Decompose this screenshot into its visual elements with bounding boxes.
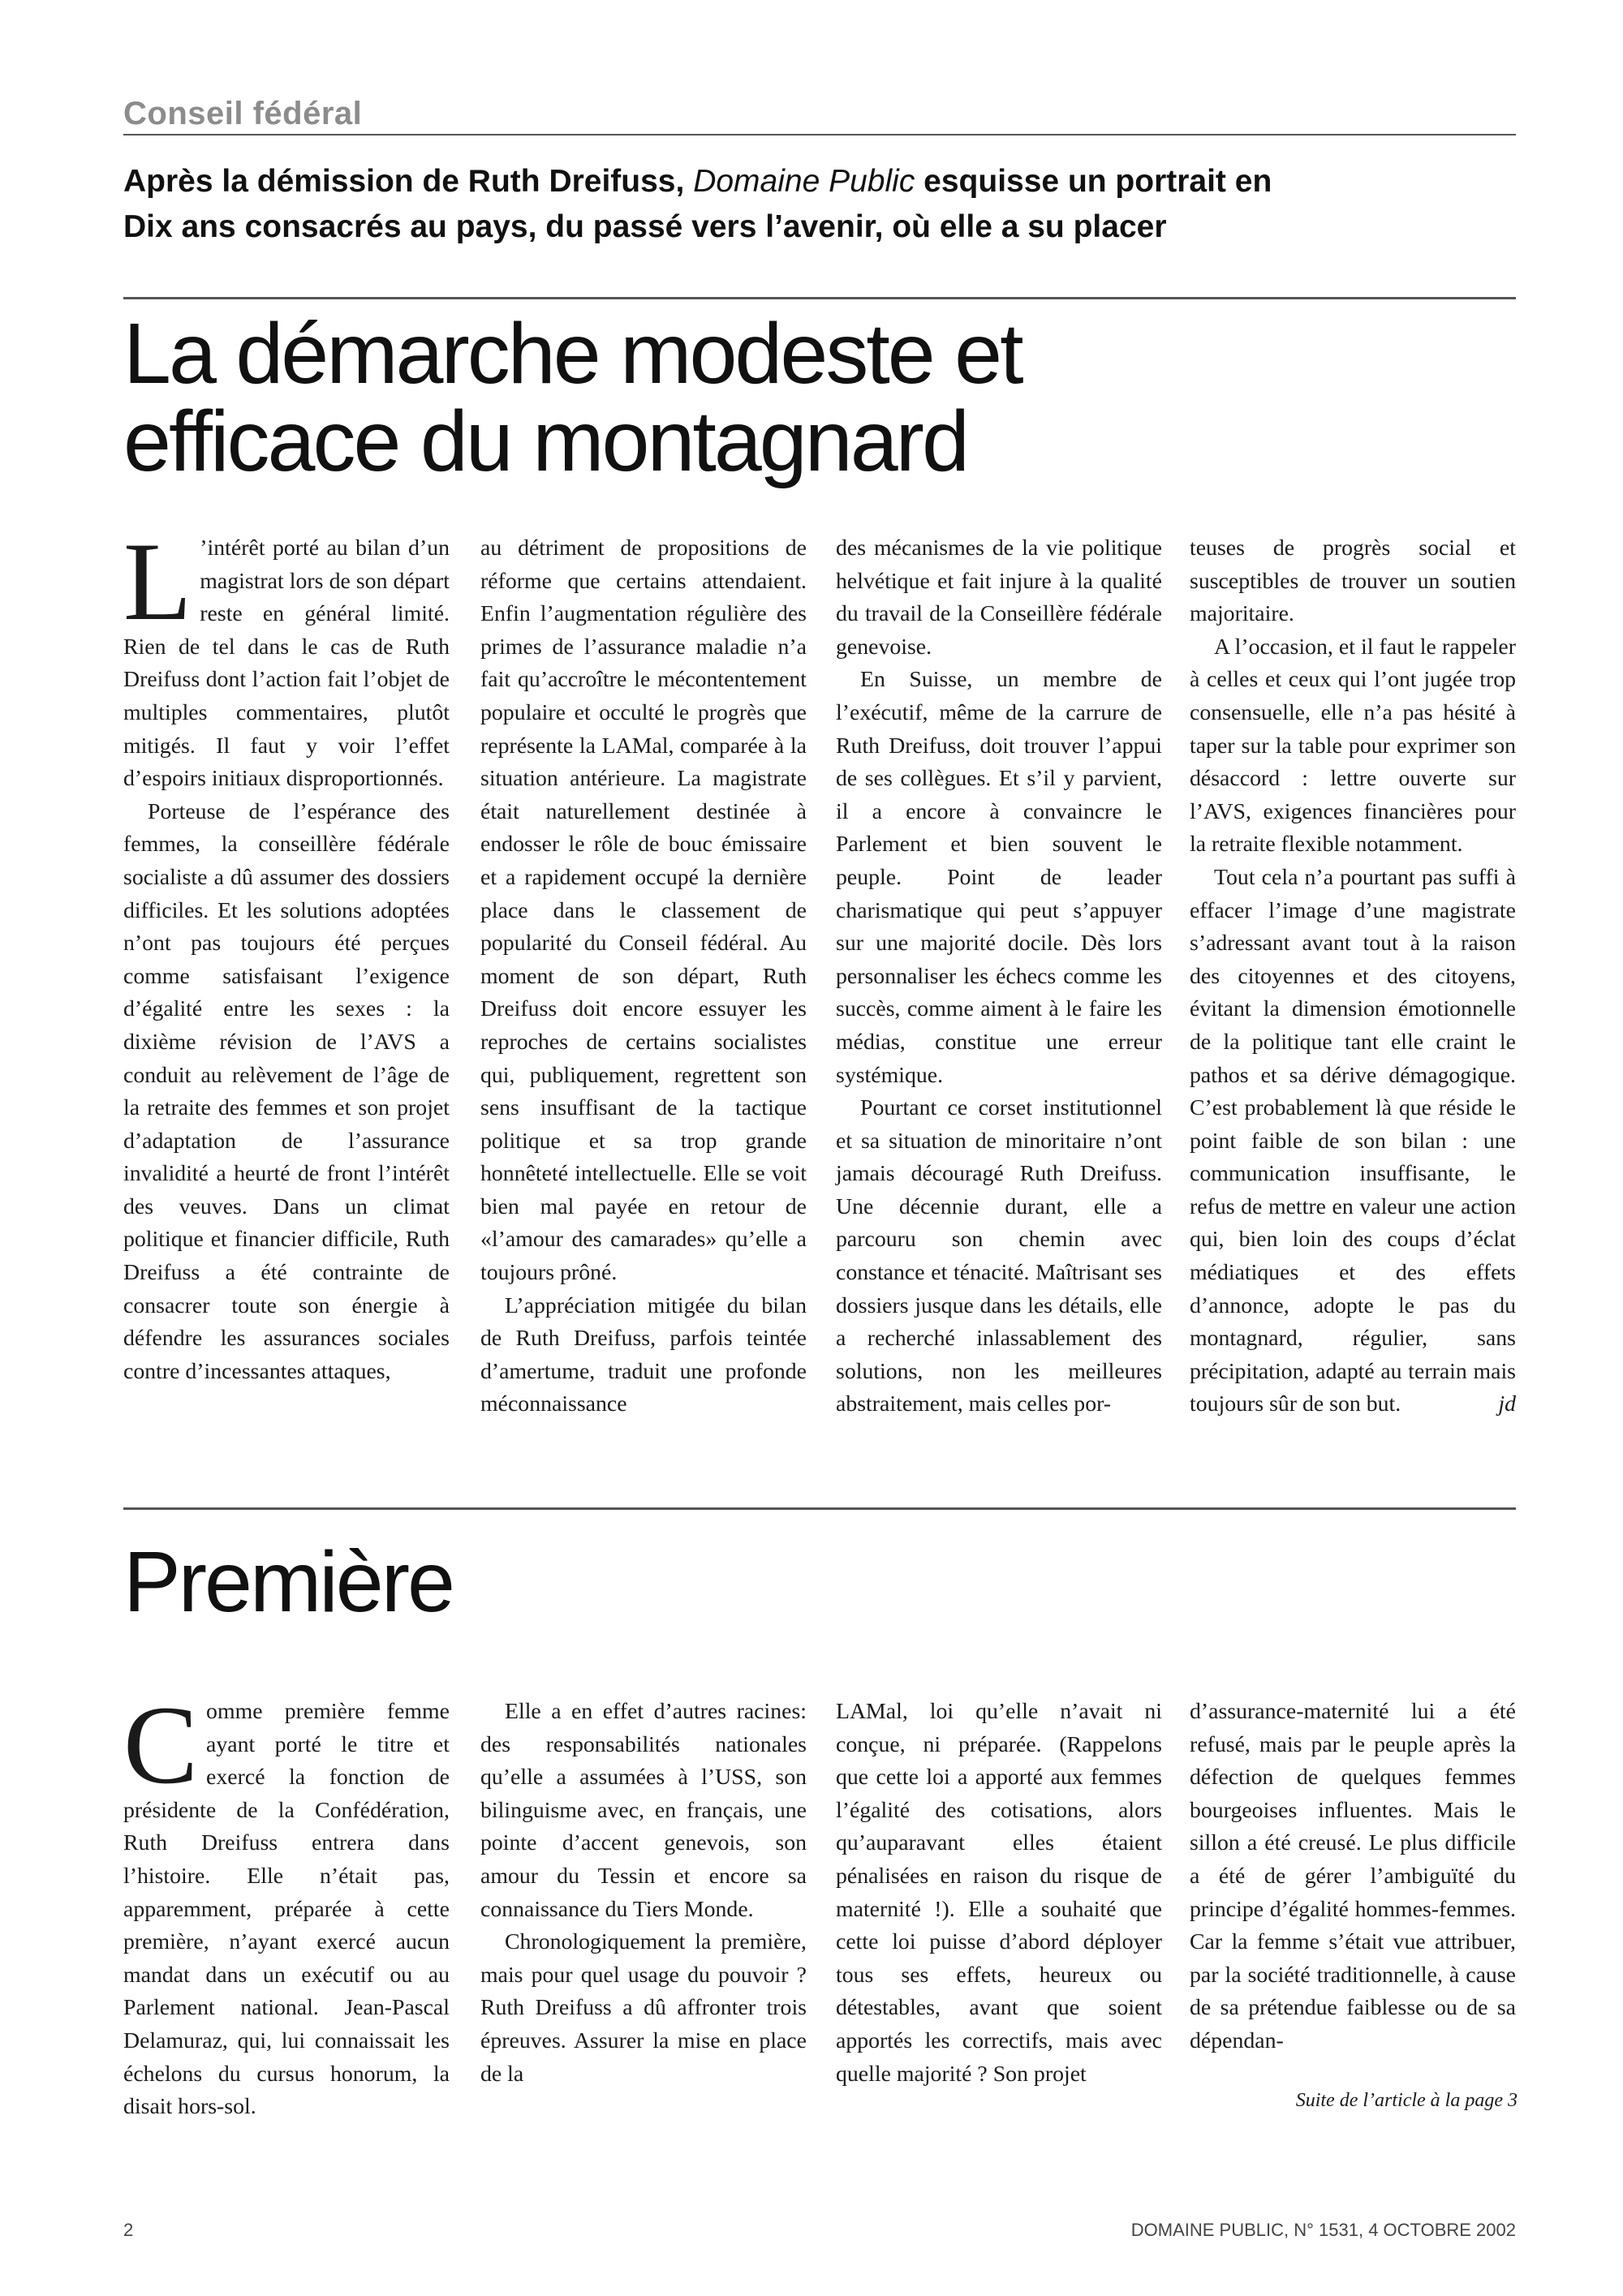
intro-line-1: Après la démission de Ruth Dreifuss, Domaine Public esquisse un portrait en [123,164,1272,199]
page-number: 2 [123,2220,134,2240]
intro-line-2: Dix ans consacrés au pays, du passé vers l’avenir, où elle a su placer [123,209,1167,244]
section-rule [123,134,1516,135]
article-separator [123,1507,1516,1510]
article2-column-1: Comme première femme ayant porté le titre et exercé la fonction de présidente de la Confédération, Ruth Dreifuss entrera dans l’histoire. Elle n’était pas, apparemment, préparée à cette première, n’ayant exercé aucun mandat dans un exécutif ou au Parlement national. Jean-Pascal Delamuraz, qui, lui connaissait les échelons du cursus honorum, la disait hors-sol. [123,1683,450,2120]
drop-cap: L [123,519,192,643]
intro-text [123,159,1516,250]
article1-column-3: des mécanismes de la vie politique helvétique et fait injure à la qualité du travail de la Conseillère fédérale genevoise. En Suisse, un membre de l’exécutif, même de la carrure de Ruth Dreifuss, doit trouver l’appui de ses collègues. Et s’il y parvient, il a encore à convaincre le Parlement et bien souvent le peuple. Point de leader charismatique qui peut s’appuyer sur une majorité docile. Dès lors personnaliser les échecs comme les succès, comme aiment à le faire les médias, constitue une erreur systémique. Pourtant ce corset institutionnel et sa situation de minoritaire n’ont jamais découragé Ruth Dreifuss. Une décennie durant, elle a parcouru son chemin avec constance et ténacité. Maîtrisant ses dossiers jusque dans les détails, elle a recherché inlassablement des solutions, non les meilleures abstraitement, mais celles por- [836,535,1162,1417]
article-headline: La démarche modeste et efficace du montagnard [123,306,1022,489]
article2-column-2: Elle a en effet d’autres racines: des responsabilités nationales qu’elle a assumées à l’USS, son bilinguisme avec, en français, une pointe d’accent genevois, son amour du Tessin et encore sa connaissance du Tiers Monde. Chronologiquement la première, mais pour quel usage du pouvoir ? Ruth Dreifuss a dû affronter trois épreuves. Assurer la mise en place de la [480,1699,807,2087]
continued-note: Suite de l’article à la page 3 [1295,2090,1518,2111]
article2-column-4: d’assurance-maternité lui a été refusé, mais par le peuple après la défection de quelques femmes bourgeoises influentes. Mais le sillon a été creusé. Le plus difficile a été de gérer l’ambiguïté du principe d’égalité hommes-femmes. Car la femme s’était vue attribuer, par la société traditionnelle, à cause de sa prétendue faiblesse ou de sa dépendan- [1190,1699,1516,2053]
article1-column-1: L ’intérêt porté au bilan d’un magistrat lors de son départ reste en général limité. Rien de tel dans le cas de Ruth Dreifuss dont l’action fait l’objet de multiples commentaires, plutôt mitigés. Il faut y voir l’effet d’espoirs initiaux disproportionnés. Porteuse de l’espérance des femmes, la conseillère fédérale socialiste a dû assumer des dossiers difficiles. Et les solutions adoptées n’ont pas toujours été perçues comme satisfaisant l’exigence d’égalité entre les sexes : la dixième révision de l’AVS a conduit au relèvement de l’âge de la retraite des femmes et son projet d’adaptation de l’assurance invalidité a heurté de front l’intérêt des veuves. Dans un climat politique et financier difficile, Ruth Dreifuss a été contrainte de consacrer toute son énergie à défendre les assurances sociales contre d’incessantes attaques, [123,519,450,1384]
drop-cap: C [123,1683,199,1807]
section-title: Conseil fédéral [123,96,363,131]
article2-column-3: LAMal, loi qu’elle n’avait ni conçue, ni préparée. (Rappelons que cette loi a apporté aux femmes l’égalité des cotisations, alors qu’auparavant elles étaient pénalisées en raison du risque de maternité !). Elle a souhaité que cette loi puisse d’abord déployer tous ses effets, heureux ou détestables, avant que soient apportés les correctifs, mais avec quelle majorité ? Son projet [836,1699,1162,2087]
article1-column-4: teuses de progrès social et susceptibles de trouver un soutien majoritaire. A l’occasion, et il faut le rappeler à celles et ceux qui l’ont jugée trop consensuelle, elle n’a pas hésité à taper sur la table pour exprimer son désaccord : lettre ouverte sur l’AVS, exigences financières pour la retraite flexible notamment. Tout cela n’a pourtant pas suffi à effacer l’image d’une magistrate s’adressant avant tout à la raison des citoyennes et des citoyens, évitant la dimension émotionnelle de la politique tant elle craint le pathos et sa dérive démagogique. C’est probablement là que réside le point faible de son bilan : une communication insuffisante, le refus de mettre en valeur une action qui, bien loin des coups d’éclat médiatiques et des effets d’annonce, adopte le pas du montagnard, régulier, sans précipitation, adapté au terrain mais toujours sûr de son but. jd [1190,532,1516,1421]
intro-rule [123,297,1516,299]
second-headline: Première [123,1534,454,1630]
article1-column-2: au détriment de propositions de réforme que certains attendaient. Enfin l’augmentation régulière des primes de l’assurance maladie n’a fait qu’accroître le mécontentement populaire et occulté le progrès que représente la LAMal, comparée à la situation antérieure. La magistrate était naturellement destinée à endosser le rôle de bouc émissaire et a rapidement occupé la dernière place dans le classement de popularité du Conseil fédéral. Au moment de son départ, Ruth Dreifuss doit encore essuyer les reproches de certains socialistes qui, publiquement, regrettent son sens insuffisant de la tactique politique et sa trop grande honnêteté intellectuelle. Elle se voit bien mal payée en retour de «l’amour des camarades» qu’elle a toujours prôné. L’appréciation mitigée du bilan de Ruth Dreifuss, parfois teintée d’amertume, traduit une profonde méconnaissance [480,535,807,1417]
publication-info: DOMAINE PUBLIC, N° 1531, 4 OCTOBRE 2002 [1130,2220,1516,2240]
author-signature: jd [1498,1391,1516,1417]
